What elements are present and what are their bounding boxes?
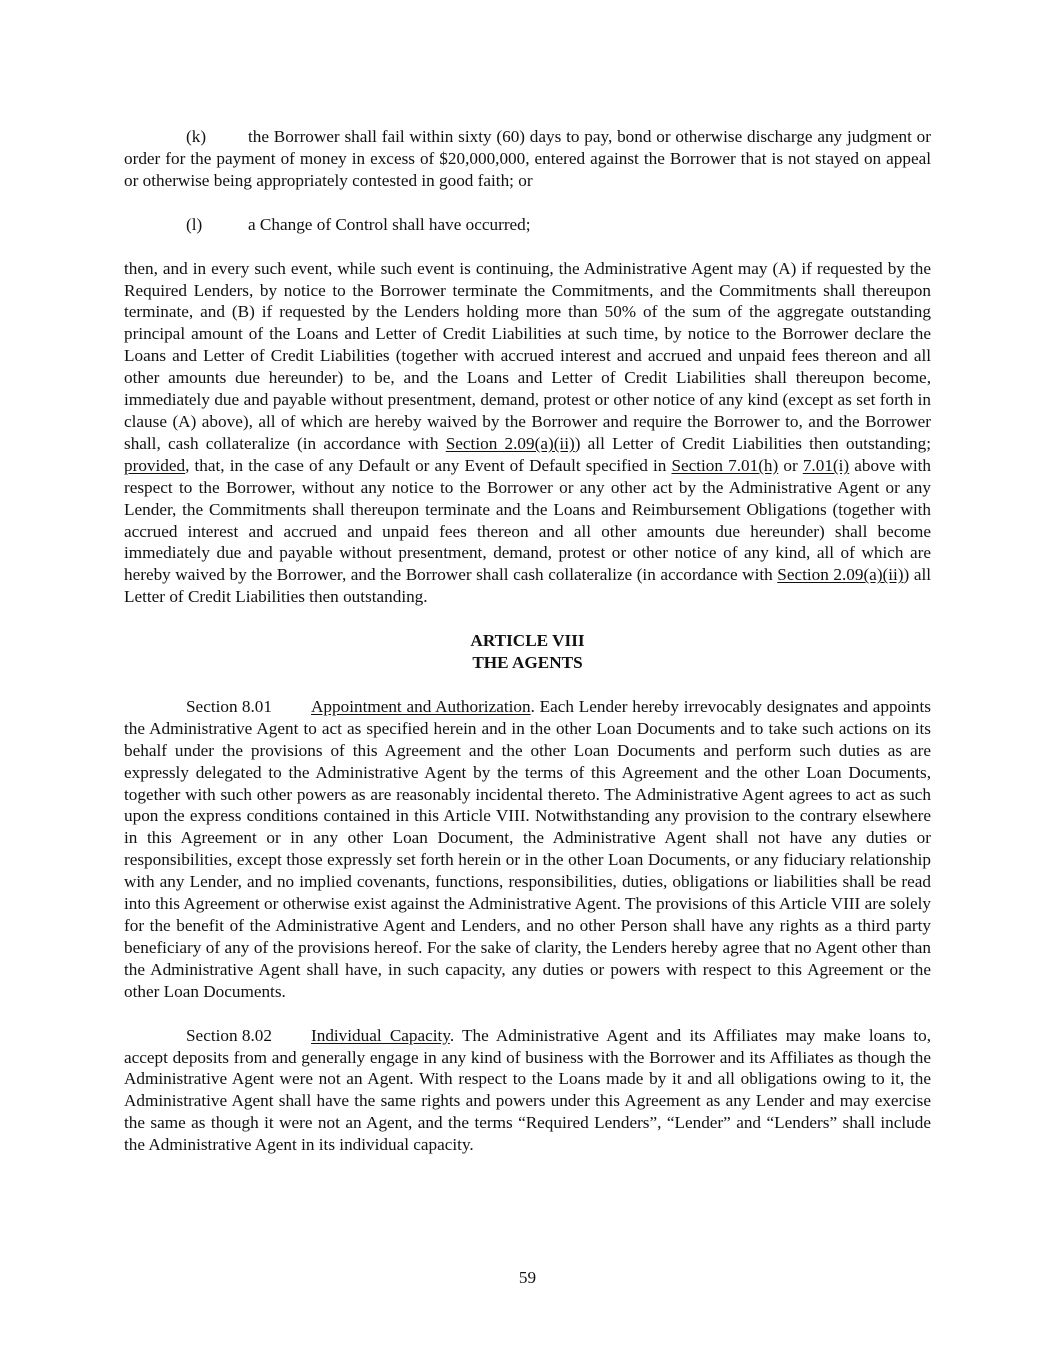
- article-title: THE AGENTS: [472, 653, 583, 673]
- clause-k-label: (k): [186, 127, 207, 146]
- section-8-02-text: . The Administrative Agent and its Affiliates may make loans to, accept deposits from and generally engage in any kind of business with the Borrower and its Affiliates as though the Administrative Agent were not an Agent. With respect to the Loans made by it and all obligations owing to it, the Administrative Agent shall have the same rights and powers under this Agreement as any Lender and may exercise the same as though it were not an Agent, and the terms “Required Lenders”, “Lender” and “Lenders” shall include the Administrative Agent in its individual capacity.: [124, 1025, 931, 1155]
- clause-l-text: a Change of Control shall have occurred;: [248, 214, 531, 234]
- section-ref-2-09-a-ii[interactable]: Section 2.09(a)(ii): [445, 433, 575, 453]
- section-8-02: [124, 1025, 931, 1156]
- provided-term: provided: [124, 455, 186, 475]
- remedies-text-5: above with respect to the Borrower, without any notice to the Borrower or any other act by the Administrative Agent or any Lender, the Commitments shall thereupon terminate and the Loans and Reimbursement Obligations (together with accrued interest and accrued and unpaid fees thereon and all other amounts due hereunder) shall become immediately due and payable without presentment, demand, protest or other notice of any kind, all of which are hereby waived by the Borrower, and the Borrower shall cash collateralize (in accordance with: [124, 455, 931, 585]
- clause-l-label: (l): [186, 214, 203, 234]
- clause-l: [124, 214, 931, 236]
- page-number: 59: [518, 1268, 537, 1287]
- section-8-02-number: Section 8.02: [186, 1025, 272, 1045]
- remedies-text-4: or: [778, 455, 803, 475]
- section-8-01-text: . Each Lender hereby irrevocably designates and appoints the Administrative Agent to act as specified herein and in the other Loan Documents and to take such actions on its behalf under the provisions of this Agreement and the other Loan Documents and perform such duties as are expressly delegated to the Administrative Agent by the terms of this Agreement and the other Loan Documents, together with such other powers as are reasonably incidental thereto. The Administrative Agent agrees to act as such upon the express conditions contained in this Article VIII. Notwithstanding any provision to the contrary elsewhere in this Agreement or in any other Loan Document, the Administrative Agent shall not have any duties or responsibilities, except those expressly set forth herein or in the other Loan Documents, or any fiduciary relationship with any Lender, and no implied covenants, functions, responsibilities, duties, obligations or liabilities shall be read into this Agreement or otherwise exist against the Administrative Agent. The provisions of this Article VIII are solely for the benefit of the Administrative Agent and Lenders, and no other Person shall have any rights as a third party beneficiary of any of the provisions hereof. For the sake of clarity, the Lenders hereby agree that no Agent other than the Administrative Agent shall have, in such capacity, any duties or powers with respect to this Agreement or the other Loan Documents.: [124, 696, 931, 1001]
- article-heading: [124, 630, 931, 674]
- remedies-text-6: ) all Letter of Credit Liabilities then outstanding.: [124, 565, 931, 607]
- remedies-text-2: ) all Letter of Credit Liabilities then outstanding;: [574, 433, 931, 453]
- article-number: ARTICLE VIII: [470, 631, 585, 651]
- section-8-01-number: Section 8.01: [186, 696, 272, 716]
- remedies-paragraph: [124, 258, 931, 609]
- section-ref-7-01-h[interactable]: Section 7.01(h): [671, 455, 779, 475]
- clause-k-text: the Borrower shall fail within sixty (60) days to pay, bond or otherwise discharge any judgment or order for the payment of money in excess of $20,000,000, entered against the Borrower that is not stayed on appeal or otherwise being appropriately contested in good faith; or: [124, 127, 931, 190]
- remedies-text-1: then, and in every such event, while such event is continuing, the Administrative Agent may (A) if requested by the Required Lenders, by notice to the Borrower terminate the Commitments, and the Commitments shall thereupon terminate, and (B) if requested by the Lenders holding more than 50% of the sum of the aggregate outstanding principal amount of the Loans and Letter of Credit Liabilities at such time, by notice to the Borrower declare the Loans and Letter of Credit Liabilities (together with accrued interest and accrued and unpaid fees thereon and all other amounts due hereunder) to be, and the Loans and Letter of Credit Liabilities shall thereupon become, immediately due and payable without presentment, demand, protest or other notice of any kind (except as set forth in clause (A) above), all of which are hereby waived by the Borrower and require the Borrower to, and the Borrower shall, cash collateralize (in accordance with: [124, 258, 931, 453]
- section-8-01-title: Appointment and Authorization: [311, 696, 531, 716]
- clause-k: [124, 126, 931, 192]
- section-8-02-title: Individual Capacity: [311, 1025, 450, 1045]
- section-8-01: [124, 696, 931, 1003]
- remedies-text-3: , that, in the case of any Default or any Event of Default specified in: [185, 455, 672, 475]
- document-page: [124, 126, 931, 1156]
- section-ref-7-01-i[interactable]: 7.01(i): [802, 455, 850, 475]
- section-ref-2-09-a-ii-second[interactable]: Section 2.09(a)(ii): [777, 565, 904, 585]
